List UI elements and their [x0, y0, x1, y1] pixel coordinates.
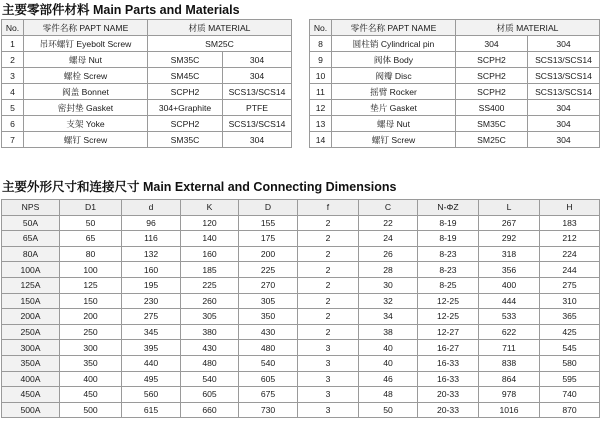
table-row: [310, 68, 600, 84]
column-header-nps: NPS: [2, 200, 60, 216]
part-material-2: 304: [528, 100, 600, 116]
cell-k: 305: [181, 309, 239, 325]
column-header-k: K: [181, 200, 239, 216]
dimensions-header-row: [2, 200, 600, 216]
header-material: 材质 MATERIAL: [456, 20, 600, 36]
cell-d: 195: [122, 277, 181, 293]
cell-l: 978: [479, 387, 540, 403]
cell-d1: 80: [60, 246, 122, 262]
cell-l: 267: [479, 215, 540, 231]
part-material-1: SCPH2: [148, 84, 223, 100]
cell-l: 622: [479, 324, 540, 340]
cell-d1: 125: [60, 277, 122, 293]
part-material-1: SCPH2: [148, 116, 223, 132]
cell-dd: 350: [239, 309, 298, 325]
table-row: [310, 36, 600, 52]
table-row: [2, 36, 292, 52]
cell-d1: 300: [60, 340, 122, 356]
cell-dd: 480: [239, 340, 298, 356]
cell-d1: 500: [60, 402, 122, 418]
cell-dd: 155: [239, 215, 298, 231]
table-row: [310, 100, 600, 116]
cell-k: 430: [181, 340, 239, 356]
table-row: [2, 116, 292, 132]
part-material-1: SS400: [456, 100, 528, 116]
table-row: [2, 293, 600, 309]
cell-d: 96: [122, 215, 181, 231]
cell-dd: 270: [239, 277, 298, 293]
cell-c: 38: [359, 324, 418, 340]
part-material-2: SCS13/SCS14: [223, 84, 292, 100]
part-material-2: 304: [223, 132, 292, 148]
part-name: 垫片 Gasket: [332, 100, 456, 116]
cell-d: 275: [122, 309, 181, 325]
cell-d1: 400: [60, 371, 122, 387]
cell-k: 225: [181, 277, 239, 293]
cell-f: 2: [298, 324, 359, 340]
header-material: 材质 MATERIAL: [148, 20, 292, 36]
cell-f: 2: [298, 277, 359, 293]
cell-h: 580: [540, 355, 600, 371]
table-row: [2, 355, 600, 371]
part-material-1: SM25C: [456, 132, 528, 148]
cell-dd: 305: [239, 293, 298, 309]
cell-f: 2: [298, 215, 359, 231]
cell-d: 345: [122, 324, 181, 340]
cell-h: 212: [540, 231, 600, 247]
cell-f: 2: [298, 293, 359, 309]
cell-f: 2: [298, 262, 359, 278]
cell-nz: 16-33: [418, 355, 479, 371]
cell-l: 318: [479, 246, 540, 262]
table-row: [310, 132, 600, 148]
part-name: 螺钉 Screw: [24, 132, 148, 148]
cell-k: 660: [181, 402, 239, 418]
column-header-h: H: [540, 200, 600, 216]
cell-h: 425: [540, 324, 600, 340]
cell-d1: 150: [60, 293, 122, 309]
cell-d1: 450: [60, 387, 122, 403]
column-header-d1: D1: [60, 200, 122, 216]
column-header-nz: N-ΦZ: [418, 200, 479, 216]
table-row: [2, 68, 292, 84]
part-material-2: 304: [528, 36, 600, 52]
part-no: 3: [2, 68, 24, 84]
cell-f: 2: [298, 231, 359, 247]
cell-nz: 8-23: [418, 246, 479, 262]
cell-dd: 225: [239, 262, 298, 278]
cell-h: 183: [540, 215, 600, 231]
cell-l: 400: [479, 277, 540, 293]
part-name: 密封垫 Gasket: [24, 100, 148, 116]
table-row: [2, 371, 600, 387]
parts-table-right: [309, 19, 600, 148]
part-material-1: SCPH2: [456, 84, 528, 100]
part-name: 吊环螺钉 Eyebolt Screw: [24, 36, 148, 52]
part-no: 10: [310, 68, 332, 84]
cell-nps: 250A: [2, 324, 60, 340]
parts-table-left: [1, 19, 292, 148]
part-material-1: 304: [456, 36, 528, 52]
table-row: [2, 262, 600, 278]
cell-nps: 125A: [2, 277, 60, 293]
cell-k: 185: [181, 262, 239, 278]
cell-k: 260: [181, 293, 239, 309]
cell-h: 595: [540, 371, 600, 387]
cell-f: 3: [298, 402, 359, 418]
cell-k: 120: [181, 215, 239, 231]
cell-k: 540: [181, 371, 239, 387]
cell-l: 533: [479, 309, 540, 325]
cell-nps: 80A: [2, 246, 60, 262]
table-row: [310, 52, 600, 68]
cell-nps: 450A: [2, 387, 60, 403]
table-row: [2, 324, 600, 340]
cell-nps: 100A: [2, 262, 60, 278]
column-header-f: f: [298, 200, 359, 216]
table-row: [310, 116, 600, 132]
cell-f: 3: [298, 355, 359, 371]
part-material-2: SCS13/SCS14: [528, 52, 600, 68]
table-row: [2, 231, 600, 247]
cell-nz: 12-27: [418, 324, 479, 340]
cell-d: 440: [122, 355, 181, 371]
part-material-1: SCPH2: [456, 68, 528, 84]
part-no: 8: [310, 36, 332, 52]
cell-c: 40: [359, 340, 418, 356]
part-material-1: SM35C: [456, 116, 528, 132]
part-material-2: SCS13/SCS14: [528, 68, 600, 84]
cell-h: 275: [540, 277, 600, 293]
table-row: [2, 132, 292, 148]
part-material: SM25C: [148, 36, 292, 52]
cell-f: 2: [298, 309, 359, 325]
part-material-2: 304: [223, 52, 292, 68]
table-row: [2, 309, 600, 325]
cell-c: 28: [359, 262, 418, 278]
cell-d: 615: [122, 402, 181, 418]
cell-h: 310: [540, 293, 600, 309]
cell-c: 40: [359, 355, 418, 371]
cell-h: 224: [540, 246, 600, 262]
part-material-2: SCS13/SCS14: [528, 84, 600, 100]
part-material-1: SM45C: [148, 68, 223, 84]
part-material-2: SCS13/SCS14: [223, 116, 292, 132]
cell-nz: 8-25: [418, 277, 479, 293]
cell-d: 132: [122, 246, 181, 262]
table-row: [2, 277, 600, 293]
cell-c: 22: [359, 215, 418, 231]
parts-header-row: [310, 20, 600, 36]
part-name: 螺母 Nut: [332, 116, 456, 132]
header-no: No.: [310, 20, 332, 36]
cell-dd: 605: [239, 371, 298, 387]
cell-dd: 175: [239, 231, 298, 247]
part-no: 13: [310, 116, 332, 132]
cell-c: 48: [359, 387, 418, 403]
part-name: 阀瓣 Disc: [332, 68, 456, 84]
cell-dd: 730: [239, 402, 298, 418]
cell-k: 380: [181, 324, 239, 340]
column-header-dd: D: [239, 200, 298, 216]
part-no: 9: [310, 52, 332, 68]
header-part-name: 零件名称 PAPT NAME: [24, 20, 148, 36]
part-material-2: PTFE: [223, 100, 292, 116]
part-material-2: 304: [223, 68, 292, 84]
cell-nps: 50A: [2, 215, 60, 231]
cell-nps: 65A: [2, 231, 60, 247]
cell-d: 395: [122, 340, 181, 356]
cell-h: 545: [540, 340, 600, 356]
cell-nz: 20-33: [418, 387, 479, 403]
part-name: 摇臂 Rocker: [332, 84, 456, 100]
cell-f: 3: [298, 387, 359, 403]
cell-nps: 350A: [2, 355, 60, 371]
cell-nps: 200A: [2, 309, 60, 325]
part-material-1: SM35C: [148, 132, 223, 148]
cell-nps: 500A: [2, 402, 60, 418]
part-no: 5: [2, 100, 24, 116]
cell-k: 605: [181, 387, 239, 403]
column-header-c: C: [359, 200, 418, 216]
part-name: 阀盖 Bonnet: [24, 84, 148, 100]
cell-nz: 8-19: [418, 215, 479, 231]
part-no: 4: [2, 84, 24, 100]
part-no: 12: [310, 100, 332, 116]
cell-h: 870: [540, 402, 600, 418]
cell-d1: 350: [60, 355, 122, 371]
part-no: 2: [2, 52, 24, 68]
dimensions-table: [1, 199, 600, 418]
column-header-l: L: [479, 200, 540, 216]
table-row: [2, 387, 600, 403]
table-row: [2, 246, 600, 262]
table-row: [2, 402, 600, 418]
section-title-parts: 主要零部件材料 Main Parts and Materials: [2, 3, 240, 17]
part-material-1: SM35C: [148, 52, 223, 68]
cell-d: 495: [122, 371, 181, 387]
column-header-d: d: [122, 200, 181, 216]
cell-c: 32: [359, 293, 418, 309]
cell-nz: 20-33: [418, 402, 479, 418]
cell-c: 30: [359, 277, 418, 293]
part-no: 11: [310, 84, 332, 100]
cell-k: 140: [181, 231, 239, 247]
cell-dd: 430: [239, 324, 298, 340]
cell-dd: 675: [239, 387, 298, 403]
cell-d: 160: [122, 262, 181, 278]
part-material-2: 304: [528, 132, 600, 148]
table-row: [2, 340, 600, 356]
cell-c: 46: [359, 371, 418, 387]
cell-d1: 200: [60, 309, 122, 325]
table-row: [2, 215, 600, 231]
section-title-dimensions: 主要外形尺寸和连接尺寸 Main External and Connecting Dimensions: [2, 180, 397, 194]
part-no: 14: [310, 132, 332, 148]
part-name: 阀体 Body: [332, 52, 456, 68]
cell-dd: 540: [239, 355, 298, 371]
cell-l: 1016: [479, 402, 540, 418]
part-no: 7: [2, 132, 24, 148]
cell-nz: 12-25: [418, 293, 479, 309]
cell-f: 3: [298, 340, 359, 356]
part-name: 螺钉 Screw: [332, 132, 456, 148]
cell-nps: 150A: [2, 293, 60, 309]
table-row: [310, 84, 600, 100]
cell-nz: 12-25: [418, 309, 479, 325]
cell-nz: 8-19: [418, 231, 479, 247]
table-row: [2, 100, 292, 116]
cell-nps: 300A: [2, 340, 60, 356]
part-material-2: 304: [528, 116, 600, 132]
parts-header-row: [2, 20, 292, 36]
cell-d1: 250: [60, 324, 122, 340]
cell-k: 160: [181, 246, 239, 262]
cell-h: 244: [540, 262, 600, 278]
part-material-1: 304+Graphite: [148, 100, 223, 116]
cell-c: 50: [359, 402, 418, 418]
cell-k: 480: [181, 355, 239, 371]
cell-d: 230: [122, 293, 181, 309]
cell-d: 560: [122, 387, 181, 403]
cell-d: 116: [122, 231, 181, 247]
part-name: 圆柱销 Cylindrical pin: [332, 36, 456, 52]
part-no: 1: [2, 36, 24, 52]
cell-l: 838: [479, 355, 540, 371]
cell-nz: 16-27: [418, 340, 479, 356]
table-row: [2, 84, 292, 100]
cell-f: 3: [298, 371, 359, 387]
cell-h: 365: [540, 309, 600, 325]
cell-c: 24: [359, 231, 418, 247]
cell-d1: 100: [60, 262, 122, 278]
cell-f: 2: [298, 246, 359, 262]
cell-d1: 65: [60, 231, 122, 247]
cell-l: 444: [479, 293, 540, 309]
cell-dd: 200: [239, 246, 298, 262]
cell-nps: 400A: [2, 371, 60, 387]
part-name: 螺母 Nut: [24, 52, 148, 68]
table-row: [2, 52, 292, 68]
part-material-1: SCPH2: [456, 52, 528, 68]
cell-nz: 16-33: [418, 371, 479, 387]
part-name: 支架 Yoke: [24, 116, 148, 132]
cell-l: 292: [479, 231, 540, 247]
cell-nz: 8-23: [418, 262, 479, 278]
part-no: 6: [2, 116, 24, 132]
header-part-name: 零件名称 PAPT NAME: [332, 20, 456, 36]
header-no: No.: [2, 20, 24, 36]
cell-d1: 50: [60, 215, 122, 231]
cell-l: 864: [479, 371, 540, 387]
cell-c: 34: [359, 309, 418, 325]
cell-l: 711: [479, 340, 540, 356]
cell-c: 26: [359, 246, 418, 262]
cell-l: 356: [479, 262, 540, 278]
cell-h: 740: [540, 387, 600, 403]
part-name: 螺栓 Screw: [24, 68, 148, 84]
